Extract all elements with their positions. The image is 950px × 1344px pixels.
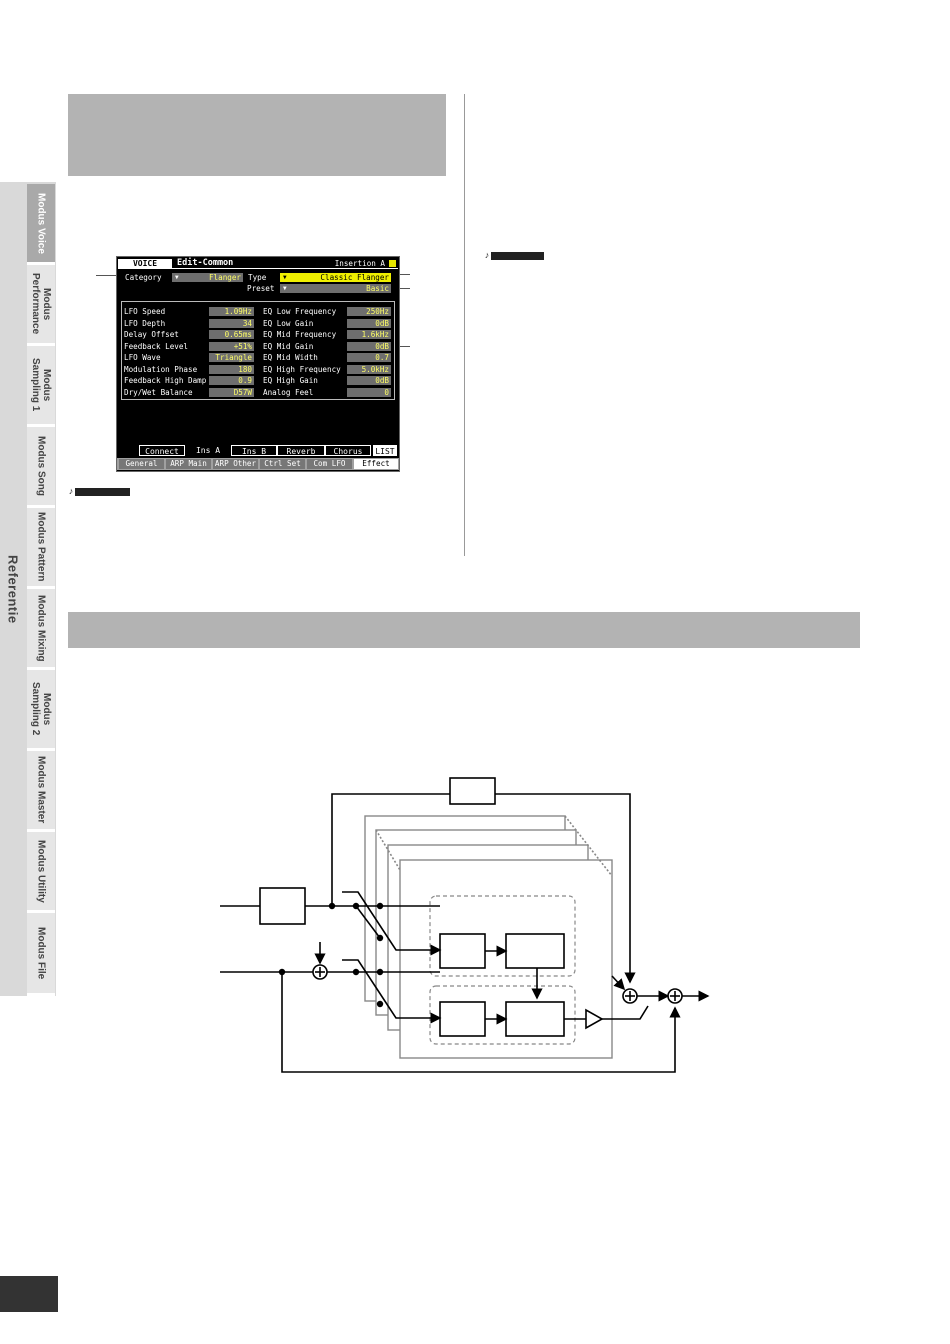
tab-reverb[interactable]: Reverb [277,445,325,456]
subtab-arp-other[interactable]: ARP Other [214,459,257,468]
param-label: EQ Mid Width [263,353,318,362]
param-label: Feedback Level [124,341,189,351]
param-value-field[interactable]: Triangle [209,353,254,362]
tab-modus-performance[interactable]: Modus Performance [27,265,55,346]
dropdown-arrow-icon: ▼ [283,285,287,292]
tab-modus-sampling-1[interactable]: Modus Sampling 1 [27,346,55,427]
preset-value: Basic [366,284,389,293]
block-upper-right [506,934,564,968]
param-label: Dry/Wet Balance [124,387,193,397]
param-label: LFO Wave [124,353,161,362]
param-value-field[interactable]: 1.09Hz [209,307,254,316]
subtab-com-lfo[interactable]: Com LFO [307,459,352,469]
list-icon[interactable] [389,260,396,267]
callout-line [96,275,116,276]
insertion-label: Insertion A [334,259,385,268]
tab-chorus[interactable]: Chorus [325,445,371,456]
tab-ins-b[interactable]: Ins B [231,445,277,456]
tab-modus-mixing[interactable]: Modus Mixing [27,589,55,670]
flanger-block-diagram [200,770,720,1080]
tab-modus-pattern[interactable]: Modus Pattern [27,508,55,589]
subtab-general[interactable]: General [119,459,164,469]
section-header-box [68,94,446,176]
type-field[interactable] [280,273,391,282]
tab-modus-utility[interactable]: Modus Utility [27,832,55,913]
param-label: EQ Low Frequency [263,307,337,316]
column-divider [464,94,465,556]
param-value-field[interactable]: 1.6kHz [347,330,391,339]
category-field[interactable] [172,273,243,282]
lcd-screen [116,256,400,472]
category-label: Category [125,273,162,282]
param-value-field[interactable]: +51% [209,342,254,351]
param-label: EQ Mid Gain [263,341,314,351]
subtab-arp-main[interactable]: ARP Main [166,459,211,469]
screen-title: Edit-Common [177,258,234,268]
param-label: Feedback High Damp [124,376,207,385]
tab-modus-song[interactable]: Modus Song [27,427,55,508]
param-label: LFO Depth [124,318,166,328]
block-upper-left [440,934,485,968]
param-value-field[interactable]: 180 [209,365,254,374]
subtab-ctrl-set[interactable]: Ctrl Set [260,459,305,469]
param-value-field[interactable]: 0dB [347,342,391,351]
tab-modus-file[interactable]: Modus File [27,913,55,996]
category-value: Flanger [208,273,241,282]
tab-modus-master[interactable]: Modus Master [27,751,55,832]
param-value-field[interactable]: 0.65ms [209,330,254,339]
param-label: EQ Low Gain [263,318,314,328]
note-icon: ♪ [68,488,130,496]
param-value-field[interactable]: 0dB [347,376,391,385]
subtab-effect[interactable]: Effect [354,459,398,469]
tab-modus-voice[interactable]: Modus Voice [27,184,55,265]
top-block [450,778,495,804]
sidebar-section-label: Referentie [5,554,21,624]
dropdown-arrow-icon: ▼ [175,274,179,281]
parameter-panel [121,301,395,400]
screen-mode: VOICE [118,259,172,268]
param-label: LFO Speed [124,307,166,316]
param-value-field[interactable]: 0.9 [209,376,254,385]
sub-tabs [117,458,399,470]
input-block [260,888,305,924]
dropdown-arrow-icon: ▼ [283,274,287,281]
param-value-field[interactable]: 0 [347,388,391,397]
param-value-field[interactable]: 5.0kHz [347,365,391,374]
tab-modus-sampling-2[interactable]: Modus Sampling 2 [27,670,55,751]
type-label: Type [248,273,267,282]
param-value-field[interactable]: 34 [209,319,254,328]
param-value-field[interactable]: D57W [209,388,254,397]
section-band [68,612,860,648]
param-value-field[interactable]: 250Hz [347,307,391,316]
param-label: EQ High Gain [263,376,318,385]
param-label: Analog Feel [263,387,314,397]
function-tabs [117,445,399,456]
preset-field[interactable] [280,284,391,293]
title-rule [118,268,398,269]
tab-connect[interactable]: Connect [139,445,185,456]
param-label: Delay Offset [124,330,179,339]
note-icon: ♪ [484,252,544,260]
param-value-field[interactable]: 0.7 [347,353,391,362]
preset-label: Preset [247,284,275,293]
param-label: EQ Mid Frequency [263,330,337,339]
page-number-box [0,1276,58,1312]
type-value: Classic Flanger [320,273,389,282]
param-label: Modulation Phase [124,364,198,374]
tab-list[interactable]: LIST [373,445,397,456]
tab-ins-a[interactable]: Ins A [185,445,231,456]
param-label: EQ High Frequency [263,364,341,374]
block-lower-left [440,1002,485,1036]
param-value-field[interactable]: 0dB [347,319,391,328]
block-lower-right [506,1002,564,1036]
